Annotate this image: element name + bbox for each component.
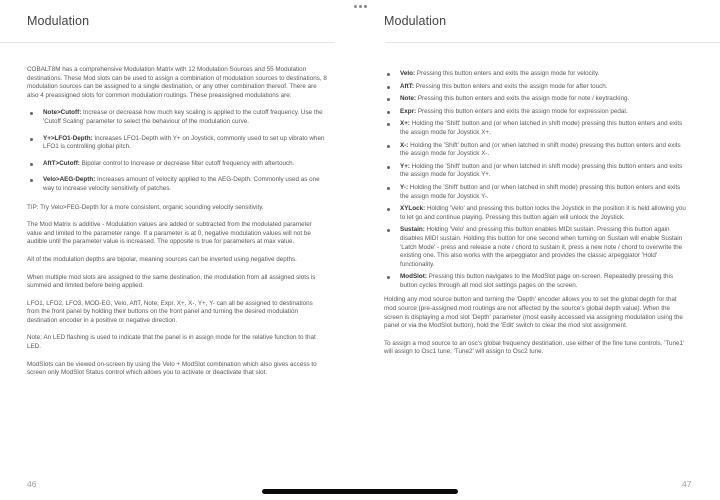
mod-source-list	[384, 70, 689, 290]
paragraph: The Mod Matrix is additive - Modulation values are added or subtracted from the modulated parameter value and limited to the parameter range. If a parameter is at 0, negative modulation values will not be audible until the parameter value is increased. The opposite is true for parameters at max value.	[27, 221, 312, 246]
paragraph: To assign a mod source to an osc's global frequency destination, use either of the fine tune controls. 'Tune1' will assign to Osc1 tune, 'Tune2' will assign to Osc2 tune.	[384, 339, 685, 356]
list-item: AftT>Cutoff: Bipolar control to Increase or decrease filter cutoff frequency with aftertouch.	[27, 160, 327, 169]
page-number: 47	[682, 479, 692, 489]
header-divider	[0, 42, 335, 43]
list-item: X+: Holding the 'Shift' button and (or when latched in shift mode) pressing this button enters and exits the assign mode for Joystick X+.	[384, 120, 689, 137]
page-number: 46	[27, 479, 37, 489]
right-page	[360, 0, 720, 500]
list-item: Y+>LFO1-Depth: Increases LFO1-Depth with Y+ on Joystick, commonly used to set up vibrato when LFO1 is controlling global pitch.	[27, 135, 327, 152]
list-item: Velo>AEG-Depth: Increases amount of velocity applied to the AEG-Depth. Commonly used as one way to increase velocity sensitivity of patches.	[27, 176, 327, 193]
paragraph: All of the modulation depths are bipolar, meaning sources can be inverted using negative depths.	[27, 255, 297, 263]
tip-paragraph: TIP: Try Velo>FEG-Depth for a more consistent, organic sounding velocity sensitivity.	[27, 203, 264, 211]
list-item: Sustain: Holding 'Velo' and pressing this button enables MIDI sustain. Pressing this button again disables MIDI sustain. Holding this button for one second when turning on Sustain will enable Sustain 'Latch Mode' - press and release a note / chord to sustain it, press a new note / chord to overwrite the existing one. This also works with the arpeggiator and provides the classic arpeggiator 'Hold' functionality.	[384, 226, 689, 269]
list-item: Note>Cutoff: Increase or decrease how much key scaling is applied to the cutoff frequency. Use the 'Cutoff Scaling' parameter to select the behaviour of the modulation curve.	[27, 109, 327, 126]
left-page-content	[27, 66, 327, 387]
paragraph: LFO1, LFO2, LFO3, MOD-EG, Velo, AftT, Note, Expr, X+, X-, Y+, Y- can all be assigned to destinations from the front panel by holding their buttons on the front panel and turning the desired modulation destination encoder in a positive or negative direction.	[27, 299, 313, 324]
list-item: Expr: Pressing this button enters and exits the assign mode for expression pedal.	[384, 108, 689, 117]
list-item: Y-: Holding the 'Shift' button and (or when latched in shift mode) pressing this button enters and exits the assign mode for Joystick Y-.	[384, 184, 689, 201]
page-title: Modulation	[27, 14, 90, 28]
list-item: Note: Pressing this button enters and exits the assign mode for note / keytracking.	[384, 95, 689, 104]
list-item: Y+: Holding the 'Shift' button and (or when latched in shift mode) pressing this button enters and exits the assign mode for Joystick Y+.	[384, 163, 689, 180]
list-item: X-: Holding the 'Shift' button and (or when latched in shift mode) pressing this button enters and exits the assign mode for Joystick X-.	[384, 142, 689, 159]
header-divider	[385, 42, 720, 43]
page-title: Modulation	[384, 14, 447, 28]
paragraph: Holding any mod source button and turning the 'Depth' encoder allows you to set the global depth for that mod source (pre-assigned mod routings are not affected by the source's global depth value). When the screen is displaying a mod slot 'Depth' parameter (most easily accessed via assigning modulation using the panel or via the ModSlot button), hold the 'Edit' switch to clear the mod slot assignment.	[384, 296, 683, 330]
list-item: ModSlot: Pressing this button navigates to the ModSlot page on-screen. Repeatedly pressing this button cycles through all mod slot settings pages on the screen.	[384, 273, 689, 290]
home-indicator[interactable]	[262, 489, 458, 494]
list-item: Velo: Pressing this button enters and exits the assign mode for velocity.	[384, 70, 689, 79]
preassigned-list	[27, 109, 327, 193]
paragraph: ModSlots can be viewed on-screen by using the Velo + ModSlot combination which also gives access to screen only ModSlot Status control which allows you to activate or deactivate that slot.	[27, 360, 317, 377]
right-page-content	[384, 70, 689, 366]
note-paragraph: Note: An LED flashing is used to indicate that the panel is in assign mode for the relative function to that LED.	[27, 334, 316, 351]
intro-paragraph: COBALT8M has a comprehensive Modulation Matrix with 12 Modulation Sources and 55 Modulation destinations. These Mod slots can be used to assign a combination of modulation sources to destinations, 8 modulation sources can be assigned to a single destination, or any other combination thereof. There are also 4 preassigned slots for common modulation routings. These preassigned modulations are:	[27, 66, 327, 99]
list-item: AftT: Pressing this button enters and exits the assign mode for after touch.	[384, 83, 689, 92]
list-item: XYLock: Holding 'Velo' and pressing this button locks the Joystick in the position it is held allowing you to let go and continue playing. Pressing this button again will unlock the Joystick.	[384, 205, 689, 222]
paragraph: When multiple mod slots are assigned to the same destination, the modulation from all assigned slots is summed and limited before being applied.	[27, 273, 316, 290]
